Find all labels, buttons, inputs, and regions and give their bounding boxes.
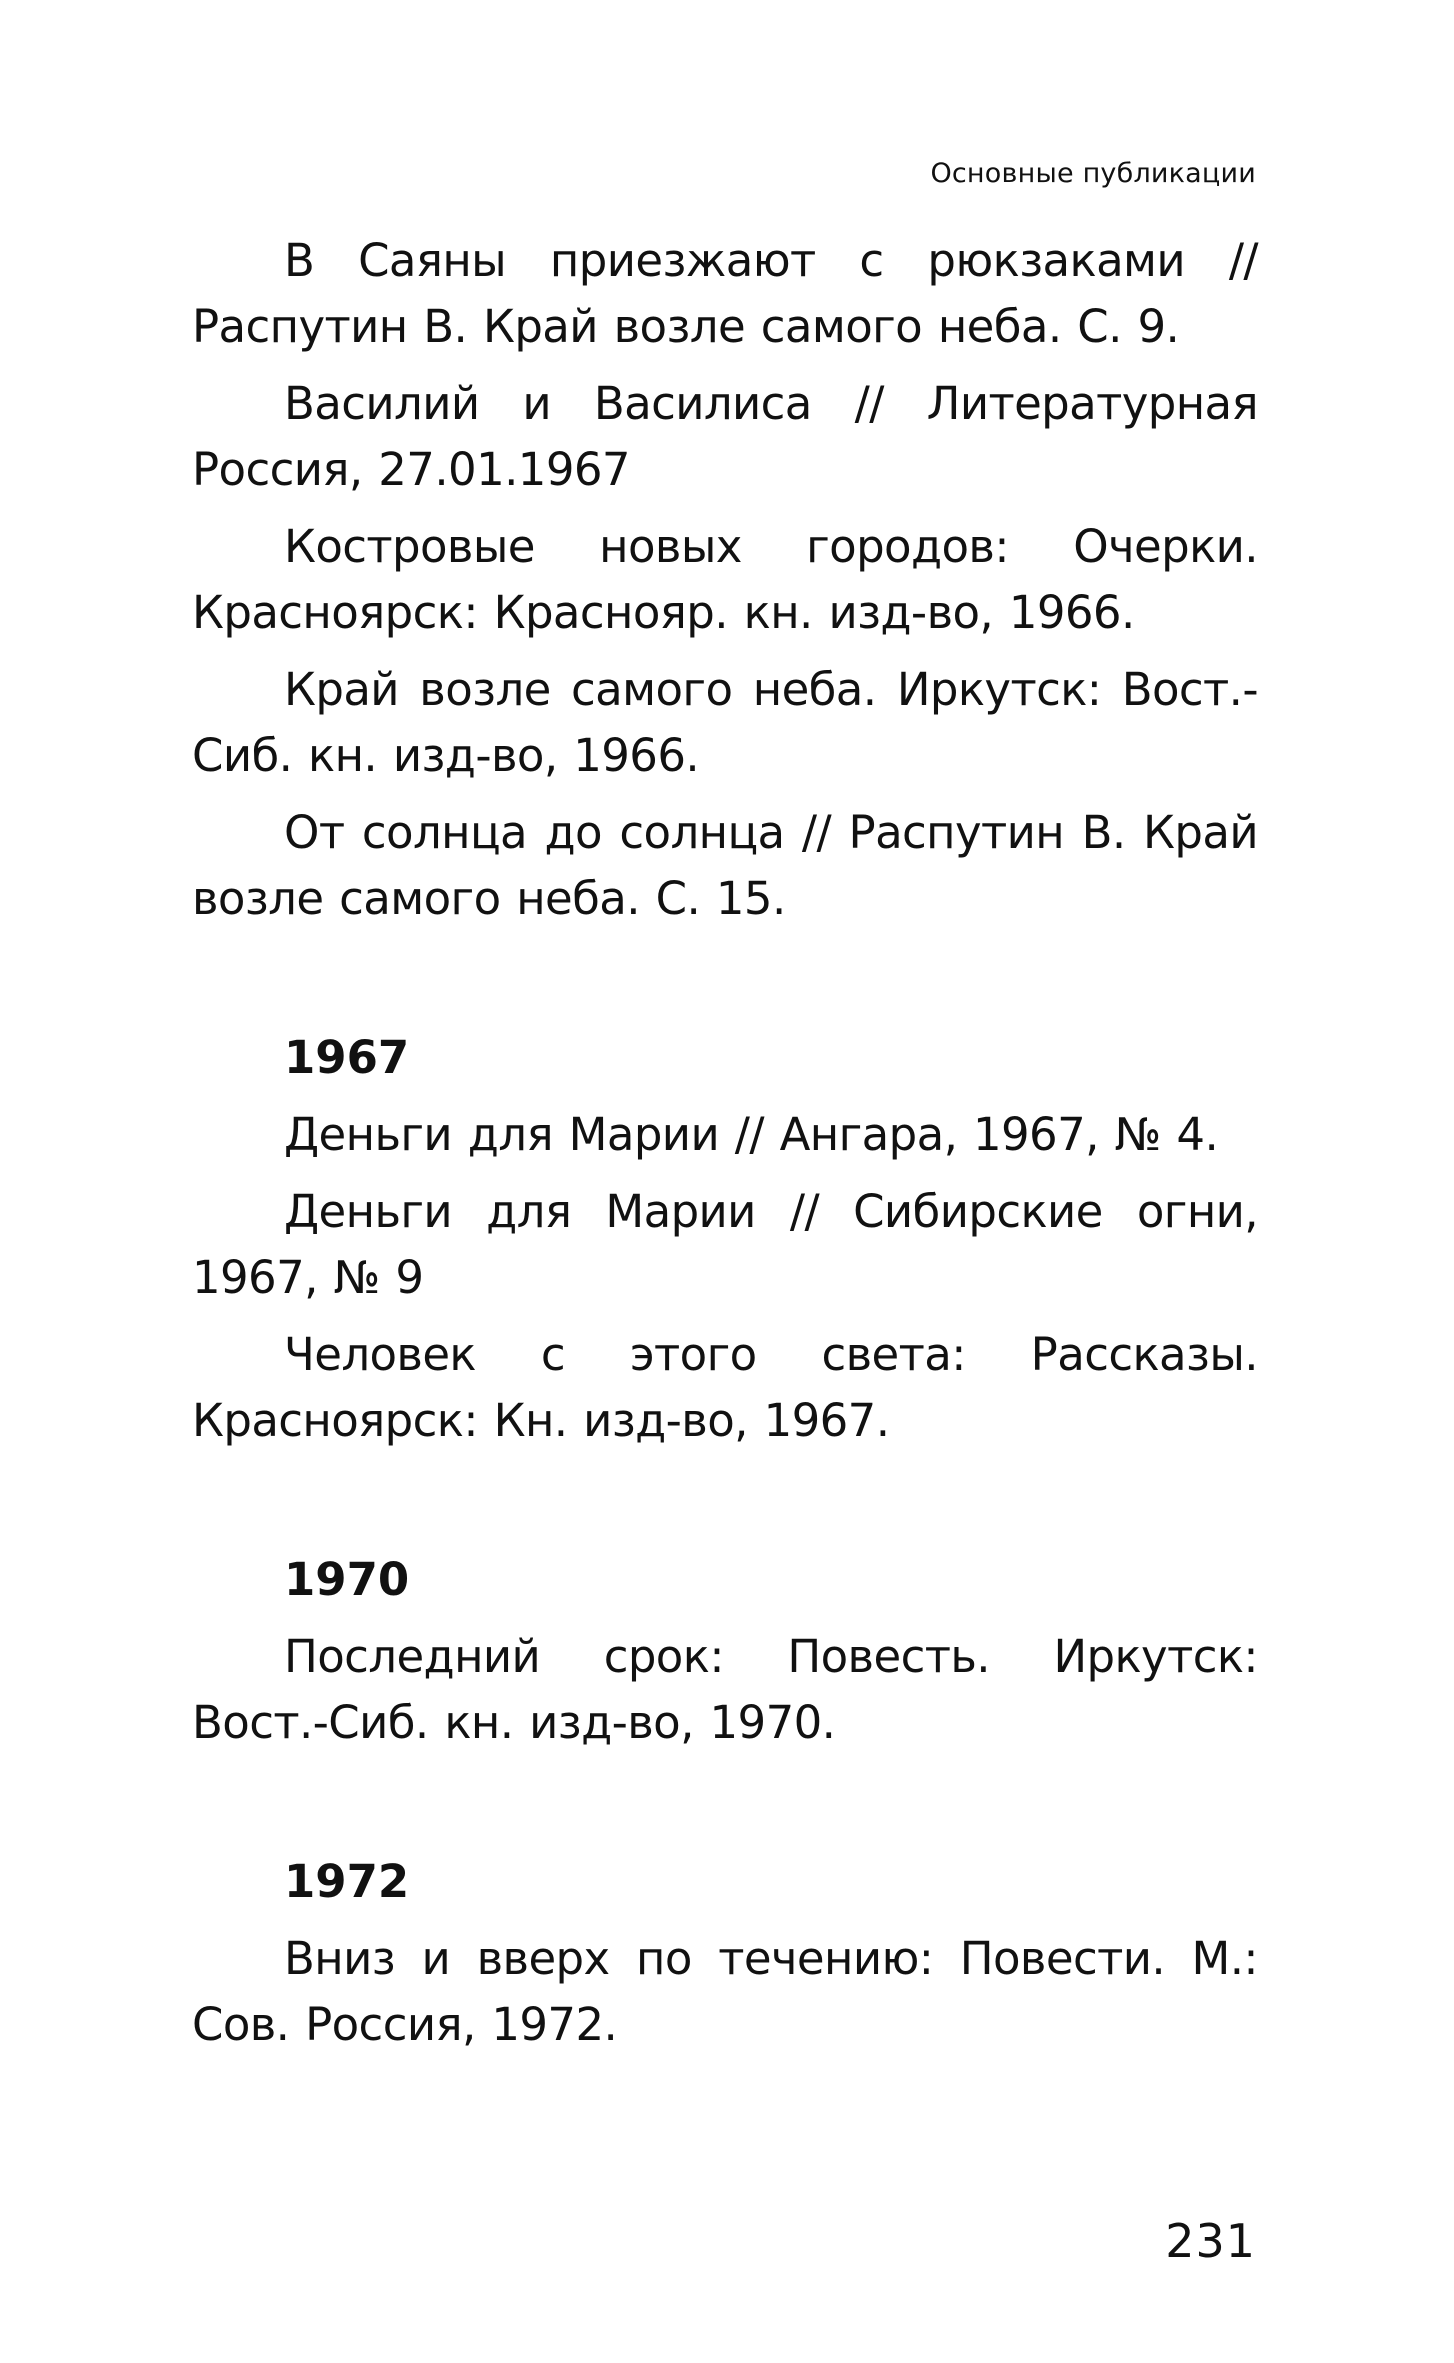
section-year-heading: 1967	[284, 1031, 410, 1084]
bibliography-entry: Василий и Василиса // Литературная Россия, 27.01.1967	[192, 377, 1258, 496]
bibliography-entry: Вниз и вверх по течению: Повести. М.: Сов. Россия, 1972.	[192, 1932, 1258, 2051]
section-year-heading: 1970	[284, 1553, 410, 1606]
bibliography-entry: Последний срок: Повесть. Иркутск: Вост.-Сиб. кн. изд-во, 1970.	[192, 1630, 1258, 1749]
bibliography-entry: Костровые новых городов: Очерки. Красноярск: Краснояр. кн. изд-во, 1966.	[192, 520, 1258, 639]
bibliography-entry: Край возле самого неба. Иркутск: Вост.-Сиб. кн. изд-во, 1966.	[192, 663, 1258, 782]
bibliography-entry: От солнца до солнца // Распутин В. Край возле самого неба. С. 15.	[192, 806, 1258, 925]
running-head: Основные публикации	[930, 158, 1256, 189]
bibliography-entry: В Саяны приезжают с рюкзаками // Распутин В. Край возле самого неба. С. 9.	[192, 234, 1258, 353]
bibliography-entry: Деньги для Марии // Ангара, 1967, № 4.	[284, 1108, 1219, 1161]
bibliography-entry: Человек с этого света: Рассказы. Красноярск: Кн. изд-во, 1967.	[192, 1328, 1258, 1447]
section-year-heading: 1972	[284, 1855, 410, 1908]
page-content	[192, 228, 1258, 2069]
page-number: 231	[1165, 2214, 1256, 2268]
bibliography-entry: Деньги для Марии // Сибирские огни, 1967, № 9	[192, 1185, 1258, 1304]
